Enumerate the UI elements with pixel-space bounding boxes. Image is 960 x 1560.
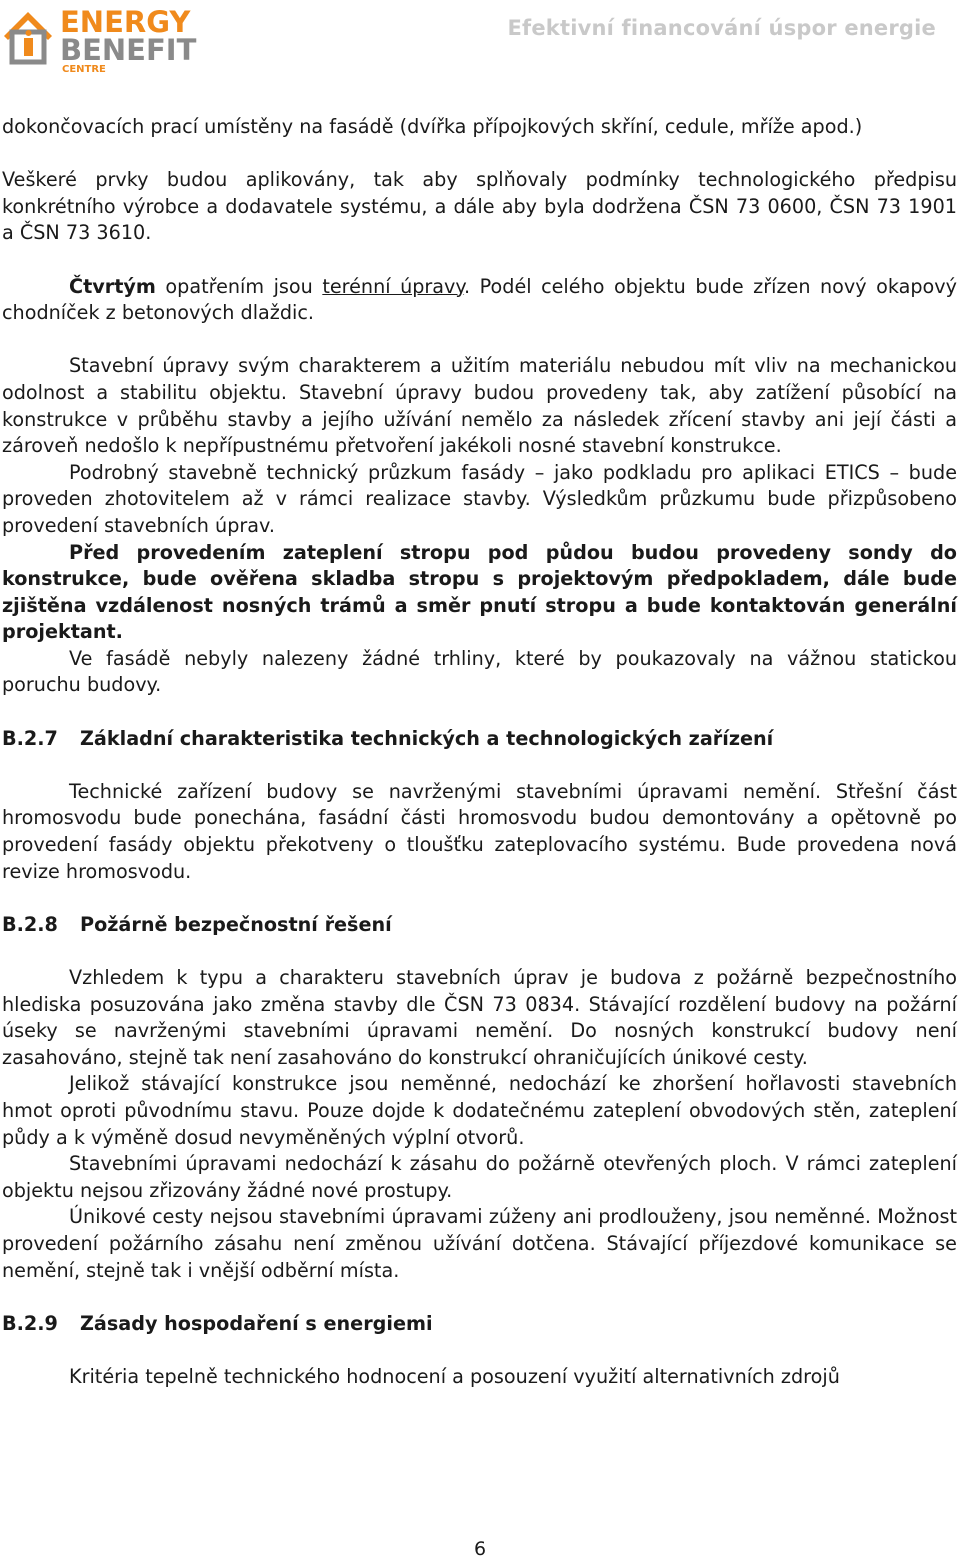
svg-text:CENTRE: CENTRE	[62, 64, 106, 74]
section-heading	[2, 912, 957, 939]
paragraph: Vzhledem k typu a charakteru stavebních úprav je budova z požárně bezpečnostního hlediska posuzována jako změna stavby dle ČSN 73 0834. Stávající rozdělení budovy na požární úseky se navrženými stavebními úpravami nemění. Do nosných konstrukcí budovy není zasahováno, stejně tak není zasahováno do konstrukcí ohraničujících únikové cesty.	[2, 966, 957, 1069]
svg-text:ENERGY: ENERGY	[60, 5, 191, 39]
section-heading	[2, 726, 957, 753]
page-header	[0, 0, 960, 80]
text-run: . Podél celého objektu bude zřízen nový okapový chodníček z betonových dlaždic.	[2, 274, 958, 325]
bold-text: Čtvrtým	[69, 274, 156, 298]
section-number: B.2.9	[2, 1311, 58, 1335]
house-icon	[4, 12, 52, 62]
section-title: Základní charakteristika technických a technologických zařízení	[80, 726, 774, 750]
energy-benefit-logo	[0, 2, 235, 74]
svg-text:BENEFIT: BENEFIT	[60, 33, 197, 67]
section-heading	[2, 1311, 957, 1338]
paragraph: Veškeré prvky budou aplikovány, tak aby splňovaly podmínky technologického předpisu konkrétního výrobce a dodavatele systému, a dále aby byla dodržena ČSN 73 0600, ČSN 73 1901 a ČSN 73 3610.	[2, 168, 957, 245]
paragraph: dokončovacích prací umístěny na fasádě (dvířka přípojkových skříní, cedule, mříže apod.)	[2, 115, 863, 138]
paragraph: Technické zařízení budovy se navrženými stavebními úpravami nemění. Střešní část hromosvodu bude ponechána, fasádní části hromosvodu budou demontovány a opětovně po provedení fasády objektu překotveny o tloušťku zateplovacího systému. Bude provedena nová revize hromosvodu.	[2, 779, 957, 883]
text-run: opatřením jsou	[155, 274, 323, 298]
paragraph: Únikové cesty nejsou stavebními úpravami zúženy ani prodlouženy, jsou neměnné. Možnost provedení požárního zásahu není změnou užívání dotčena. Stávající příjezdové komunikace se nemění, stejně tak i vnější odběrní místa.	[2, 1205, 957, 1282]
paragraph: Podrobný stavebně technický průzkum fasády – jako podkladu pro aplikaci ETICS – bude proveden zhotovitelem až v rámci realizace stavby. Výsledkům průzkumu bude přizpůsobeno provedení stavebních úprav.	[2, 460, 957, 537]
paragraph	[2, 274, 957, 327]
header-tagline: Efektivní financování úspor energie	[507, 16, 936, 40]
section-number: B.2.8	[2, 912, 58, 936]
paragraph: Kritéria tepelně technického hodnocení a posouzení využití alternativních zdrojů	[69, 1364, 840, 1388]
section-number: B.2.7	[2, 726, 58, 750]
paragraph: Stavební úpravy svým charakterem a užitím materiálu nebudou mít vliv na mechanickou odolnost a stabilitu objektu. Stavební úpravy budou provedeny tak, aby zatížení působící na konstrukce v průběhu stavby a jejího užívání nemělo za následek zřícení stavby ani její části a zároveň nedošlo k nepřípustnému přetvoření jakékoli nosné stavební konstrukce.	[2, 354, 957, 458]
paragraph: Před provedením zateplení stropu pod půdou budou provedeny sondy do konstrukce, bude ověřena skladba stropu s projektovým předpokladem, dále bude zjištěna vzdálenost nosných trámů a směr pnutí stropu a bude kontaktován generální projektant.	[2, 540, 957, 644]
section-title: Zásady hospodaření s energiemi	[80, 1311, 433, 1335]
paragraph: Stavebními úpravami nedochází k zásahu do požárně otevřených ploch. V rámci zateplení objektu nejsou zřizovány žádné nové prostupy.	[2, 1152, 957, 1202]
document-body	[2, 114, 957, 1391]
underlined-text: terénní úpravy	[322, 274, 465, 298]
page-number: 6	[473, 1538, 487, 1560]
paragraph: Ve fasádě nebyly nalezeny žádné trhliny, které by poukazovaly na vážnou statickou poruchu budovy.	[2, 646, 957, 697]
section-title: Požárně bezpečnostní řešení	[80, 912, 392, 936]
paragraph: Jelikož stávající konstrukce jsou neměnné, nedochází ke zhoršení hořlavosti stavebních hmot oproti původnímu stavu. Pouze dojde k dodatečnému zateplení obvodových stěn, zateplení půdy a k výměně dosud nevyměněných výplní otvorů.	[2, 1072, 957, 1149]
